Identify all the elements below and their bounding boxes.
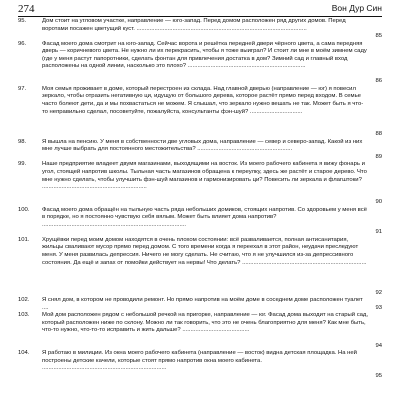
question-number: 95. <box>18 18 27 24</box>
question-number: 98. <box>18 138 27 145</box>
question-number: 103. <box>18 312 30 319</box>
page-number: 274 <box>18 3 35 15</box>
question-number: 104. <box>18 350 30 357</box>
question-item <box>18 350 382 380</box>
question-item <box>18 86 382 139</box>
question-number: 100. <box>18 206 30 213</box>
question-text: Я снял дом, в котором не проводили ремонт. Но прямо напротив на моём доме в соседнем доме расположен туалет .... <box>42 297 363 311</box>
page-reference: 95 <box>375 372 382 379</box>
question-text: Дом стоит на угловом участке, направление — юго-запад. Перед домом расположен ряд других домов. Перед воротами посажен цветущий куст. ........................................................................................................ <box>42 18 346 32</box>
question-item <box>18 297 382 312</box>
question-item <box>18 18 382 41</box>
question-number: 96. <box>18 40 27 47</box>
question-text: Фасад моего дома смотрит на юго-запад. Сейчас ворота и решётка передней двери чёрного цвета, а сама передняя дверь — коричневого цвета. Не нужно ли их перекрасить, чтобы я тоже выиграл? И стоит ли мне в моём зимнем саду (где у меня растут папоротники, сделать фонтан для привлечения достатка в дом? Зимний сад и главный вход расположены на одной линии, насколько это плохо? ........................................................................ <box>42 40 367 70</box>
header-rule <box>18 16 382 17</box>
question-text: Фасад моего дома обращён на тыльную часть ряда небольших домиков, стоящих напротив. Со здоровьем у меня всё в порядке, но я постоянно чувствую себя вялым. Может быть влияет дома напротив? ........................................................................................ <box>42 206 367 228</box>
question-number: 101. <box>18 236 30 243</box>
page-reference: 93 <box>375 304 382 311</box>
question-item <box>18 237 382 297</box>
question-number: 97. <box>18 85 27 92</box>
page-reference: 91 <box>375 229 382 236</box>
question-text: Я вышла на пенсию. У меня в собственности две угловых дома, направление — север и северо-запад. Какой из них мне лучше выбрать для постоянного местожительства? .......................................................... <box>42 138 363 153</box>
page-reference: 85 <box>375 33 382 40</box>
question-text: Наше предприятие владеет двумя магазинами, выходящими на восток. Из моего рабочего кабинета я вижу фонарь и угол, стоящей напротив школы. Тыльная часть магазинов обращена к переулку, здесь же растёт и старое дерево. Что мне нужно сделать, чтобы улучшить фэн-шуй магазинов и гармонизировать ци? Повесить ли зеркала и флагштоки? ................................................................ <box>42 161 367 191</box>
question-text: Моя семья проживает в доме, который перестроен из склада. Над главной дверью (направление — юг) я повесил зеркало, чтобы отразить негативную ци, идущую от большого дерева, которое растёт прямо перед входом. В семье часто болеют дети, да и мы похвастаться не можем. Я слышал, что зеркало нужно вешать не так. Может быть я что-то неправильно сделал, посоветуйте, пожалуйста, консультанты фэн-шуй? ................................ <box>42 85 364 115</box>
page-reference: 89 <box>375 153 382 160</box>
page-reference: 86 <box>375 78 382 85</box>
question-item <box>18 161 382 206</box>
question-item <box>18 312 382 350</box>
page-header <box>18 3 382 17</box>
question-item <box>18 41 382 86</box>
page-reference: 88 <box>375 131 382 138</box>
page-reference: 90 <box>375 199 382 206</box>
question-item <box>18 207 382 237</box>
question-list <box>18 18 382 380</box>
page-reference: 94 <box>375 342 382 349</box>
running-head-author: Вон Дур Син <box>331 3 382 13</box>
question-text: Хрущёвки перед моим домом находятся в очень плохом состоянии: всё разваливается, полная антисанитария, жильцы сваливают мусор прямо перед домом. С того времени когда я переехал в этот район, неудачи преследуют меня. У меня развилась депрессия. Ничего не могу сделать. Не считаю, что я не улучшился из-за депрессивного состояния. Да ещё и запах от помойки действует на нервы! Что делать? ............................................................................ <box>42 236 367 266</box>
question-number: 99. <box>18 161 27 168</box>
question-item <box>18 139 382 162</box>
question-number: 102. <box>18 297 30 304</box>
question-text: Я работаю в милиции. Из окна моего рабочего кабинета (направление — восток) видна детская площадка. На ней построены детские качели, которые стоят прямо напротив окна моего кабинета. ............................................................................ <box>42 350 357 372</box>
page-reference: 92 <box>375 289 382 296</box>
question-text: Мой дом расположен рядом с небольшой речкой на пригорке, направление — юг. Фасад дома выходит на старый сад, который расположен ниже по склону. Можно ли так говорить, что это не очень благоприятно для меня? Как мне быть, что-то нужно, что-то-то исправить и жить дальше? ......................................... <box>42 312 368 334</box>
